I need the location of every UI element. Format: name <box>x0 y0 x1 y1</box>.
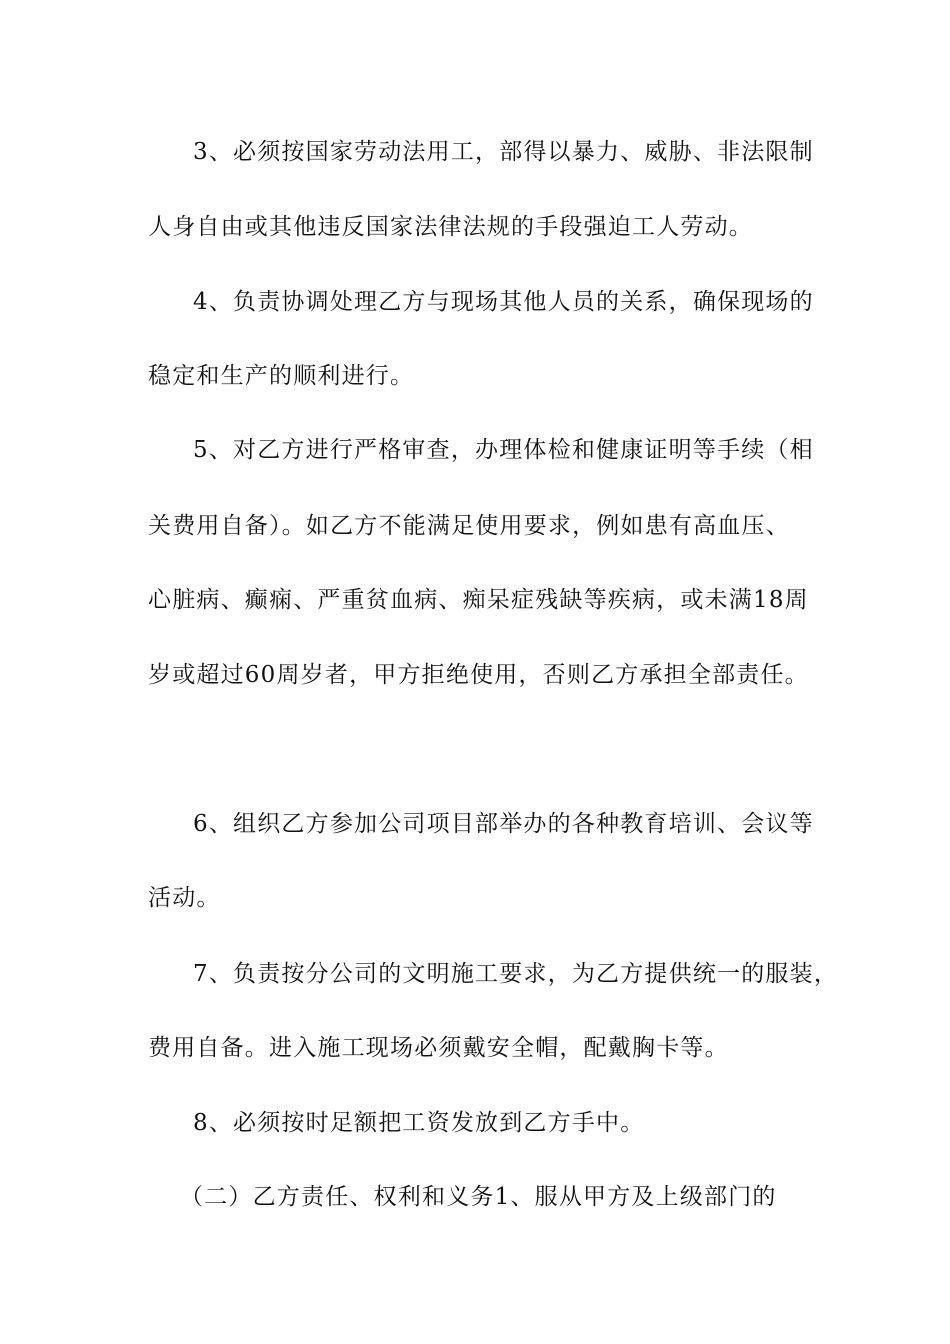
clause-3-line-2: 人身自由或其他违反国家法律法规的手段强迫工人劳动。 <box>148 214 753 240</box>
clause-5-line-4: 岁或超过60周岁者，甲方拒绝使用，否则乙方承担全部责任。 <box>148 662 809 688</box>
clause-4-line-1: 4、负责协调处理乙方与现场其他人员的关系，确保现场的 <box>193 289 814 315</box>
clause-4-line-2: 稳定和生产的顺利进行。 <box>148 363 415 389</box>
clause-6-line-2: 活动。 <box>148 885 221 911</box>
clause-7-line-2: 费用自备。进入施工现场必须戴安全帽，配戴胸卡等。 <box>148 1035 729 1061</box>
section-two-heading: （二）乙方责任、权利和义务1、服从甲方及上级部门的 <box>180 1184 777 1210</box>
clause-5-line-3: 心脏病、癫痫、严重贫血病、痴呆症残缺等疾病，或未满18周 <box>148 587 809 613</box>
clause-5-line-1: 5、对乙方进行严格审查，办理体检和健康证明等手续（相 <box>193 437 814 463</box>
clause-5-line-2: 关费用自备）。如乙方不能满足使用要求，例如患有高血压、 <box>148 513 790 539</box>
clause-8-line-1: 8、必须按时足额把工资发放到乙方手中。 <box>193 1110 645 1136</box>
clause-7-line-1: 7、负责按分公司的文明施工要求，为乙方提供统一的服装， <box>193 961 839 987</box>
clause-6-line-1: 6、组织乙方参加公司项目部举办的各种教育培训、会议等 <box>193 811 814 837</box>
clause-3-line-1: 3、必须按国家劳动法用工，部得以暴力、威胁、非法限制 <box>193 139 814 165</box>
